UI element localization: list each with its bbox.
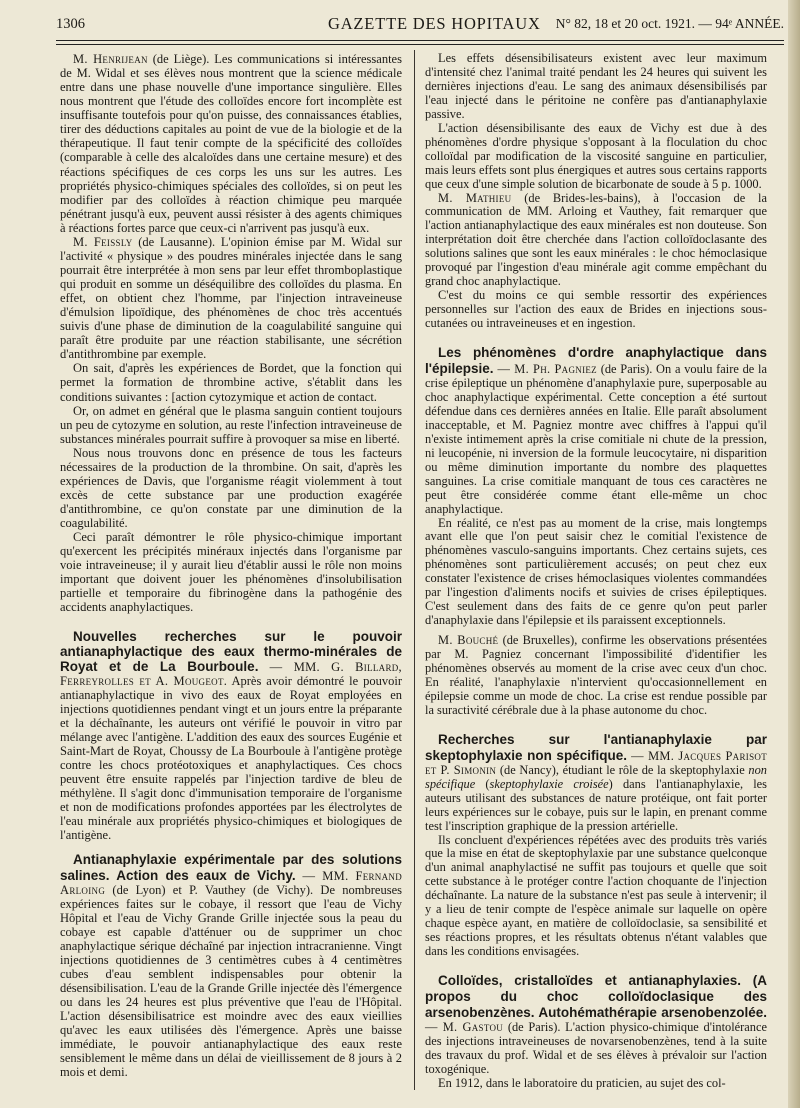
- section-authors: — M. Gastou: [425, 1019, 504, 1034]
- section: [425, 732, 767, 834]
- paragraph: [60, 52, 402, 235]
- page-header: [56, 14, 784, 36]
- right-column: [425, 52, 767, 1091]
- section-title: Les phénomènes d'ordre anaphylactique dans l'épilepsie.: [425, 345, 767, 377]
- left-column: [60, 52, 402, 1079]
- paragraph: [425, 634, 767, 718]
- section-text: (de Paris). L'action physico-chimique d'intolérance des injections intraveineuses de novarsenobenzènes, tend à la suite des travaux du prof. Widal et de ses élèves à prévaloir sur l'action toxogénique.: [425, 1019, 767, 1076]
- author-name: M. Feissly: [73, 234, 133, 249]
- section-authors: — MM. G. Billard, Ferreyrolles et A. Mougeot.: [60, 659, 402, 688]
- column-separator: [414, 50, 415, 1090]
- section-authors: — MM. Fernand Arloing: [60, 868, 402, 897]
- italic-term: non spécifique: [425, 762, 767, 791]
- section-text: (de Nancy), étudiant le rôle de la skeptophylaxie: [496, 762, 749, 777]
- section-text: Après avoir démontré le pouvoir antianaphylactique in vivo des eaux de Royat employées en injections quotidiennes pendant vingt et un jours entre la préparante et la déchaînante, les auteurs ont vérifié le pouvoir in vitro par mélange avec l'antigène. L'addition des eaux des sources Eugénie et Saint-Mart de Royat, Choussy de La Bourboule à l'antigène protège contre les chocs protéotoxiques et anaphylactiques. Ces chocs peuvent être ensuite rappelés par l'injection tardive de bleu de méthylène. Il s'agit donc d'immunisation temporaire de l'organisme et non de modifications profondes apportées par les électrolytes de l'eau minérale aux propriétés physico-chimiques et biologiques de l'antigène.: [60, 673, 402, 843]
- paragraph: On sait, d'après les expériences de Bordet, que la fonction qui permet la formation de thrombine active, s'établit dans les conditions suivantes : [action cytozymique et action de contact.: [60, 361, 402, 404]
- section: [425, 345, 767, 516]
- journal-title: GAZETTE DES HOPITAUX: [328, 14, 541, 33]
- section-title: Recherches sur l'antianaphylaxie par skeptophylaxie non spécifique.: [425, 731, 767, 763]
- paragraph: [425, 192, 767, 290]
- paragraph-text: (de Liège). Les communications si intéressantes de M. Widal et ses élèves nous montrent que la science médicale entre dans une phase nouvelle d'une importance singulière. Elles nous montrent que l'étude des colloïdes encore fort incomplète est insuffisante toutefois pour qu'on puisse, des connaissances établies, tirer des déductions capitales au point de vue de la biologie et de la thérapeutique. Il faut tenir compte de la spécificité des colloïdes (comparable à celle des alcaloïdes dans une certaine mesure) et des réactions spécifiques de ces corps les uns sur les autres. Les propriétés physico-chimiques spéciales des colloïdes, si on peut les modifier par des colloïdes à réaction chimique peu marquée pénétrant jusqu'à eux, peuvent aussi résister à des agents chimiques à réactions fortes parce que ceux-ci n'arrivent pas jusqu'à eux.: [60, 52, 402, 235]
- paragraph-text: (de Brides-les-bains), à l'occasion de la communication de MM. Arloing et Vauthey, fait remarquer que l'action antianaphylactique des eaux minérales est non douteuse. Son interprétation doit être cherchée dans l'action colloïdoclasante des solutions salines que sont les eaux minérales : le choc hémoclasique provoqué par l'ingestion d'eau minérale agit comme empêchant du grand choc anaphylactique.: [425, 190, 767, 289]
- author-name: M. Bouché: [438, 633, 499, 648]
- page-edge: [788, 0, 800, 1108]
- paragraph: Les effets désensibilisateurs existent avec leur maximum d'intensité chez l'animal traité pendant les 24 heures qui suivent les dernières injections d'eau. Le sang des animaux désensibilisés par l'eau injecté dans le péritoine ne confère pas d'antianaphylaxie passive.: [425, 51, 767, 121]
- paragraph-text: (de Lausanne). L'opinion émise par M. Widal sur l'activité « physique » des poudres minérales injectée dans le sang pourrait être interprétée à mon sens par leur effet thromboplastique qui produit en somme un déséquilibre des colloïdes du plasma. En effet, on obtient chez l'homme, par l'injection intraveineuse d'émulsion lipoïdique, des phénomènes de choc très accentués suivis d'une phase de diminution de la coagulabilité sanguine qui paraît être produite par une réaction stabilisante, une sécrétion d'antithrombine par exemple.: [60, 234, 402, 362]
- page-number: 1306: [56, 16, 85, 32]
- paragraph: L'action désensibilisante des eaux de Vichy est due à des phénomènes d'ordre physique s'opposant à la floculation du choc colloïdal par modification de la viscosité sanguine en particulier, mais leurs effets sont plus énergiques et autres sous certains rapports que ceux d'une simple solution de bicarbonate de soude à 5 p. 1000.: [425, 120, 767, 191]
- section: [60, 629, 402, 843]
- paragraph: Or, on admet en général que le plasma sanguin contient toujours un peu de cytozyme en solution, au reste l'infection intraveineuse de substances minérales pourrait suffire à provoquer sa mise en liberté.: [60, 403, 402, 446]
- paragraph: En 1912, dans le laboratoire du praticien, au sujet des col-: [438, 1075, 726, 1090]
- italic-term: skeptophylaxie croisée: [489, 776, 609, 791]
- issue-info: N° 82, 18 et 20 oct. 1921. — 94ᵉ ANNÉE.: [555, 16, 784, 31]
- paragraph: C'est du moins ce qui semble ressortir des expériences personnelles sur l'action des eaux de Brides en injections sous-cutanées ou intraveineuses et en ingestion.: [425, 288, 767, 331]
- paragraph: Ils concluent d'expériences répétées avec des produits très variés que la mise en état de skeptophylaxie par une substance quelconque d'un animal anaphylactisé ne suffit pas toujours et quelle que soit cette substance à le protéger contre l'action choquante de l'injection déchaînante. La nature de la substance n'est pas seule à intervenir; il y a lieu de tenir compte de l'espèce animale sur laquelle on opère chaque espèce ayant, en matière de colloïdoclasie, sa sensibilité et ses réactions propres, et les résultats obtenus n'étant valables que dans les conditions envisagées.: [425, 832, 767, 959]
- section-text: (de Paris). On a voulu faire de la crise épileptique un phénomène d'anaphylaxie pure, superposable au choc anaphylactique expérimental. Cette conception a été surtout défendue dans ces dernières années en Italie. Elle paraît absolument inacceptable, et M. Pagniez montre avec chiffres à l'appui qu'il n'existe intimement après la crise comitiale ni chute de la pression, ni leucopénie, ni inversion de la formule leucocytaire, ni disparition ou même diminution importante du nombre des plaquettes sanguines. La crise comitiale manquant de tous ces caractères ne peut être considérée comme étant elle-même un choc anaphylactique.: [425, 362, 767, 516]
- paragraph: Nous nous trouvons donc en présence de tous les facteurs nécessaires de la production de la thrombine. On sait, d'après les expériences de Davis, que l'organisme réagit violemment à tout excès de cette substance par une production exagérée d'antithrombine, ce qu'on constate par une diminution de la coagulabilité.: [60, 445, 402, 531]
- section-text: (de Lyon) et P. Vauthey (de Vichy). De nombreuses expériences faites sur le cobaye, il ressort que l'eau de Vichy Hôpital et l'eau de Vichy Grande Grille injectée sous la peau du cobaye est capable d'atténuer ou de supprimer un choc anaphylactique sérique déchaîné par injection intracranienne. Vingt injections quotidiennes de 3 centimètres cubes à 4 centimètres cubes d'eau semblent indispensables pour obtenir la désensibilisation. L'eau de la Grande Grille injectée dès l'émergence ou dans les 24 heures est plus préventive que l'eau de l'Hôpital. L'action désensibilisatrice est moindre avec des eaux vieillies qu'avec les eaux utilisées dès l'émergence. Après une baisse immédiate, le pouvoir antianaphylactique des eaux reste sensiblement le même dans un délai de vieillissement de 8 jours à 2 mois et demi.: [60, 882, 402, 1080]
- section-text: (: [475, 776, 490, 791]
- section-authors: — MM. Jacques Parisot et P. Simonin: [425, 748, 767, 777]
- header-rule: [56, 40, 784, 41]
- section-title: Colloïdes, cristalloïdes et antianaphylaxies. (A propos du choc colloïdoclasique des arsenobenzènes. Autohémathérapie arsenobenzolée.: [425, 973, 767, 1020]
- paragraph: En réalité, ce n'est pas au moment de la crise, mais longtemps avant elle que l'on peut saisir chez le comitial l'existence de phénomènes vasculo-sanguins importants. Chez certains sujets, ces phénomènes sont particulièrement accusés; on peut chez eux constater l'existence de crises hémoclasiques violentes commandées par l'ingestion d'aliments nocifs et suivies de crises épileptiques. C'est seulement dans des faits de ce genre qu'on peut parler d'anaphylaxie dans l'épilepsie et ils paraissent exceptionnels.: [425, 515, 767, 628]
- section-text: ) dans l'antianaphylaxie, les auteurs utilisant des substances de nature protéique, ont fait porter leurs expériences sur le cobaye, puis sur le lapin, en prenant comme test l'inscription graphique de la pression artérielle.: [425, 776, 768, 833]
- section-authors: — M. Ph. Pagniez: [493, 362, 597, 377]
- header-rule-thin: [56, 44, 784, 45]
- author-name: M. Mathieu: [438, 190, 512, 205]
- author-name: M. Henrijean: [73, 52, 148, 66]
- section: [425, 973, 767, 1077]
- paragraph: Ceci paraît démontrer le rôle physico-chimique important qu'exercent les précipités minéraux injectés dans l'organisme par voie intraveineuse; il y aurait lieu d'établir aussi le rôle non moins important que doivent jouer les phénomènes d'insolubilisation partielle et temporaire du fibrinogène dans la pathogénie des accidents anaphylactiques.: [60, 530, 402, 615]
- paragraph: [60, 235, 402, 362]
- section-title: Nouvelles recherches sur le pouvoir antianaphylactique des eaux thermo-minérales de Royat et de La Bourboule.: [60, 628, 402, 674]
- section-title: Antianaphylaxie expérimentale par des solutions salines. Action des eaux de Vichy.: [60, 852, 402, 883]
- section: [60, 852, 402, 1079]
- paragraph-text: (de Bruxelles), confirme les observations présentées par M. Pagniez concernant l'impossibilité d'identifier les phénomènes observés au moment de la crise avec ceux d'un choc. En réalité, l'anaphylaxie n'intervient qu'occasionnellement en épilepsie comme un mode de choc. La crise est rendue possible par la suractivité cérébrale due à la phase autonome du choc.: [425, 633, 767, 717]
